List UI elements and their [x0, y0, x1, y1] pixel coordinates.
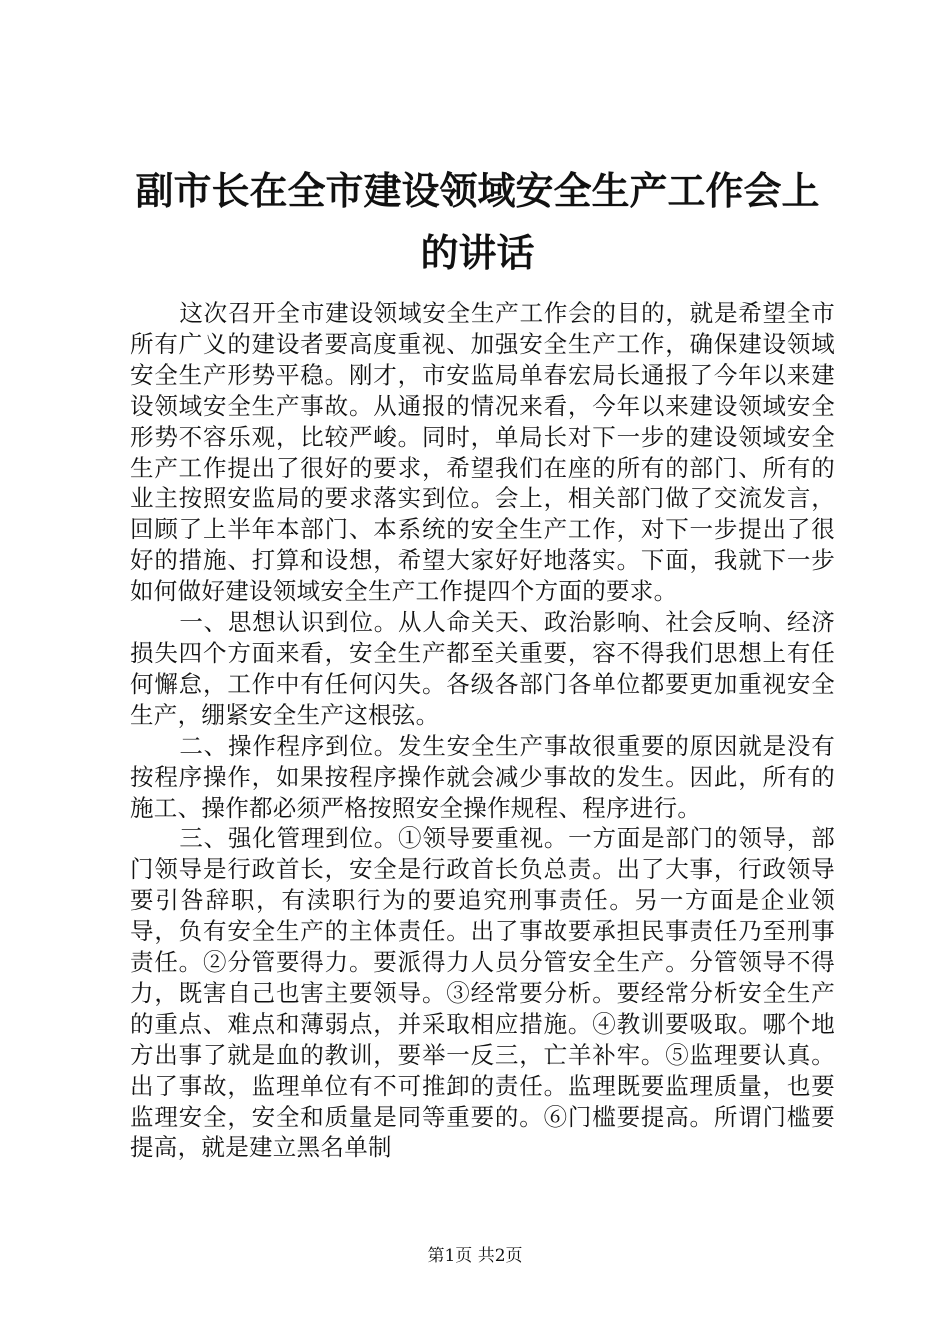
paragraph-point-1: 一、思想认识到位。从人命关天、政治影响、社会反响、经济损失四个方面来看，安全生产都至关重要，容不得我们思想上有任何懈怠，工作中有任何闪失。各级各部门各单位都要更加重视安全生产，绷紧安全生产这根弦。	[130, 608, 835, 729]
paragraph-point-3: 三、强化管理到位。①领导要重视。一方面是部门的领导，部门领导是行政首长，安全是行政首长负总责。出了大事，行政领导要引咎辞职，有渎职行为的要追究刑事责任。另一方面是企业领导，负有安全生产的主体责任。出了事故要承担民事责任乃至刑事责任。②分管要得力。要派得力人员分管安全生产。分管领导不得力，既害自己也害主要领导。③经常要分析。要经常分析安全生产的重点、难点和薄弱点，并采取相应措施。④教训要吸取。哪个地方出事了就是血的教训，要举一反三，亡羊补牢。⑤监理要认真。出了事故，监理单位有不可推卸的责任。监理既要监理质量，也要监理安全，安全和质量是同等重要的。⑥门槛要提高。所谓门槛要提高，就是建立黑名单制	[130, 824, 835, 1162]
document-title: 副市长在全市建设领域安全生产工作会上的讲话	[135, 168, 820, 275]
page-number-footer: 第1页 共2页	[427, 1246, 523, 1266]
document-body	[130, 298, 835, 1163]
paragraph-intro: 这次召开全市建设领域安全生产工作会的目的，就是希望全市所有广义的建设者要高度重视、加强安全生产工作，确保建设领域安全生产形势平稳。刚才，市安监局单春宏局长通报了今年以来建设领域安全生产事故。从通报的情况来看，今年以来建设领域安全形势不容乐观，比较严峻。同时，单局长对下一步的建设领域安全生产工作提出了很好的要求，希望我们在座的所有的部门、所有的业主按照安监局的要求落实到位。会上，相关部门做了交流发言，回顾了上半年本部门、本系统的安全生产工作，对下一步提出了很好的措施、打算和设想，希望大家好好地落实。下面，我就下一步如何做好建设领域安全生产工作提四个方面的要求。	[130, 299, 835, 606]
paragraph-point-2: 二、操作程序到位。发生安全生产事故很重要的原因就是没有按程序操作，如果按程序操作就会减少事故的发生。因此，所有的施工、操作都必须严格按照安全操作规程、程序进行。	[130, 731, 835, 822]
